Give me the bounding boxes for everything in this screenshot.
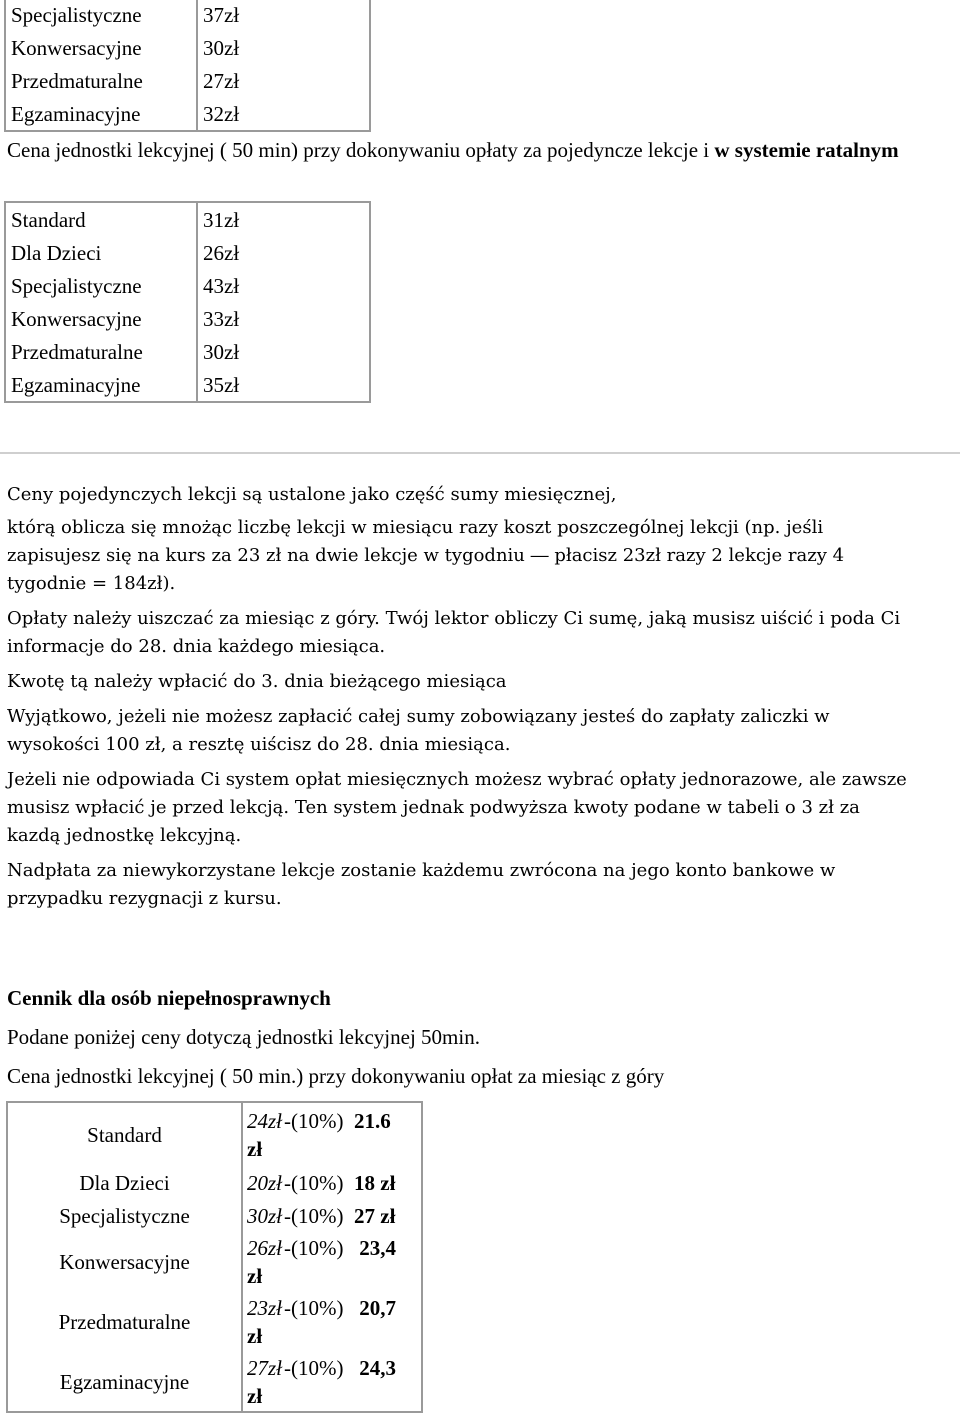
lesson-type: Egzaminacyjne: [5, 97, 197, 131]
table-row: [5, 236, 370, 269]
lesson-type: Przedmaturalne: [7, 1292, 242, 1352]
price-table-disabled: [6, 1101, 423, 1413]
lesson-type: Specjalistyczne: [7, 1199, 242, 1232]
table-row: [7, 1352, 422, 1412]
section-note: Podane poniżej ceny dotyczą jednostki lekcyjnej 50min.: [7, 1025, 480, 1049]
installment-caption: Cena jednostki lekcyjnej ( 50 min) przy dokonywaniu opłaty za pojedyncze lekcje i w systemie ratalnym: [7, 138, 899, 162]
table-row: [5, 31, 370, 64]
table-row: [5, 0, 370, 31]
lesson-type: Standard: [5, 202, 197, 236]
lesson-type: Egzaminacyjne: [7, 1352, 242, 1412]
info-paragraph: Nadpłata za niewykorzystane lekcje zostanie każdemu zwrócona na jego konto bankowe w przypadku rezygnacji z kursu.: [7, 860, 836, 909]
lesson-type: Egzaminacyjne: [5, 368, 197, 402]
lesson-price: 26zł: [203, 240, 240, 265]
lesson-price: 43zł: [203, 273, 240, 298]
info-paragraph: Kwotę tą należy wpłacić do 3. dnia bieżącego miesiąca: [7, 671, 507, 692]
table-row: [5, 368, 370, 402]
installment-caption-bold: w systemie ratalnym: [714, 138, 899, 162]
lesson-price: 23zł-(10%) 20,7 zł: [247, 1296, 396, 1348]
lesson-type: Konwersacyjne: [7, 1232, 242, 1292]
section-caption: Cena jednostki lekcyjnej ( 50 min.) przy dokonywaniu opłat za miesiąc z góry: [7, 1064, 665, 1088]
table-row: [5, 335, 370, 368]
table-row: [7, 1102, 422, 1166]
lesson-type: Specjalistyczne: [5, 269, 197, 302]
table-row: [5, 202, 370, 236]
lesson-type: Konwersacyjne: [5, 302, 197, 335]
lesson-type: Przedmaturalne: [5, 335, 197, 368]
lesson-type: Standard: [7, 1102, 242, 1166]
lesson-type: Przedmaturalne: [5, 64, 197, 97]
lesson-price: 30zł: [203, 339, 240, 364]
table-row: [7, 1232, 422, 1292]
lesson-type: Konwersacyjne: [5, 31, 197, 64]
table-row: [7, 1166, 422, 1199]
table-row: [7, 1199, 422, 1232]
lesson-price: 24zł-(10%) 21.6 zł: [247, 1108, 391, 1161]
price-table-monthly: [4, 0, 371, 132]
lesson-price: 26zł-(10%) 23,4 zł: [247, 1236, 396, 1288]
lesson-price: 31zł: [203, 207, 240, 232]
table-row: [5, 269, 370, 302]
info-paragraph: Wyjątkowo, jeżeli nie możesz zapłacić całej sumy zobowiązany jesteś do zapłaty zaliczki w wysokości 100 zł, a resztę uiścisz do 28. dnia miesiąca.: [7, 706, 830, 755]
lesson-price: 33zł: [203, 306, 240, 331]
lesson-price: 30zł-(10%) 27 zł: [247, 1203, 396, 1228]
info-paragraph: Ceny pojedynczych lekcji są ustalone jako część sumy miesięcznej,: [7, 484, 617, 505]
section-heading: Cennik dla osób niepełnosprawnych: [7, 986, 331, 1010]
lesson-price: 35zł: [203, 372, 240, 397]
lesson-price: 32zł: [203, 101, 240, 126]
table-row: [5, 302, 370, 335]
lesson-type: Dla Dzieci: [7, 1166, 242, 1199]
table-row: [7, 1292, 422, 1352]
lesson-type: Dla Dzieci: [5, 236, 197, 269]
lesson-type: Specjalistyczne: [5, 0, 197, 31]
lesson-price: 30zł: [203, 35, 240, 60]
lesson-price: 37zł: [203, 2, 240, 27]
lesson-price: 20zł-(10%) 18 zł: [247, 1170, 396, 1195]
info-paragraph: Jeżeli nie odpowiada Ci system opłat miesięcznych możesz wybrać opłaty jednorazowe, ale zawsze musisz wpłacić je przed lekcją. Ten system jednak podwyższa kwoty podane w tabeli o 3 zł za kazdą jednostkę lekcyjną.: [7, 769, 907, 846]
table-row: [5, 97, 370, 131]
lesson-price: 27zł: [203, 68, 240, 93]
info-paragraph: którą oblicza się mnożąc liczbę lekcji w miesiącu razy koszt poszczególnej lekcji (np. jeśli zapisujesz się na kurs za 23 zł na dwie lekcje w tygodniu ― płacisz 23zł razy 2 lekcje razy 4 tygodnie = 184zł).: [7, 517, 845, 594]
price-table-installment: [4, 201, 371, 403]
divider: [0, 452, 960, 454]
table-row: [5, 64, 370, 97]
payment-info: [7, 481, 957, 913]
lesson-price: 27zł-(10%) 24,3 zł: [247, 1355, 396, 1408]
info-paragraph: Opłaty należy uiszczać za miesiąc z góry. Twój lektor obliczy Ci sumę, jaką musisz uiścić i poda Ci informacje do 28. dnia każdego miesiąca.: [7, 608, 901, 657]
